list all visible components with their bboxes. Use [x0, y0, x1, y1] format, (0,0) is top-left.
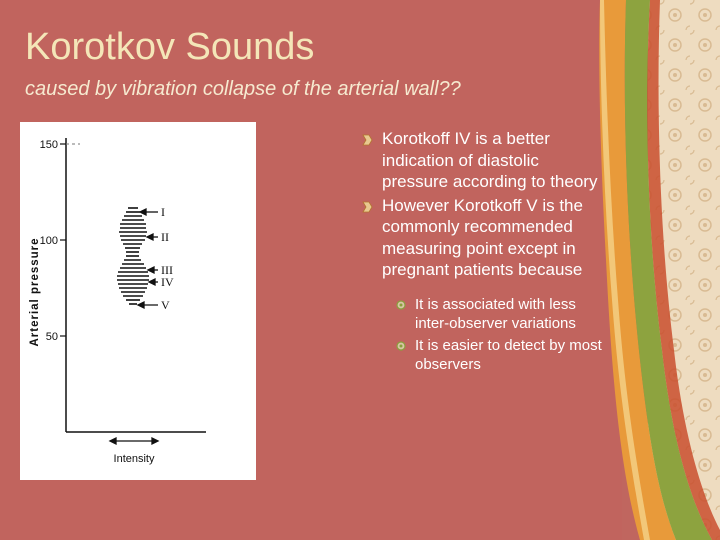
- x-axis-label: Intensity: [113, 453, 155, 465]
- y-tick-label-50: 50: [45, 331, 58, 343]
- slide-subtitle: caused by vibration collapse of the arterial wall??: [25, 78, 461, 100]
- bullet-dot-icon: [396, 341, 406, 351]
- y-tick-label-150: 150: [39, 139, 58, 151]
- korotkov-sound-envelope: [117, 208, 149, 304]
- sub-bullet-item: [391, 336, 608, 375]
- bullet-ornament-icon: [361, 201, 373, 213]
- bullet-list: [358, 128, 608, 377]
- korotkov-diagram: [20, 122, 256, 480]
- intensity-arrow: [110, 438, 158, 444]
- phase-label-5: V: [161, 298, 170, 312]
- phase-label-1: I: [161, 205, 165, 219]
- slide-title: Korotkov Sounds: [25, 26, 315, 68]
- bullet-dot-icon: [396, 300, 406, 310]
- diagram-canvas: [20, 122, 256, 480]
- y-tick-label-100: 100: [39, 235, 58, 247]
- phase-label-2: II: [161, 230, 169, 244]
- bullet-ornament-icon: [361, 134, 373, 146]
- sub-bullet-list: [382, 295, 608, 375]
- sub-bullet-text: It is easier to detect by most observers: [415, 336, 602, 373]
- sub-bullet-item: [391, 295, 608, 334]
- sub-bullet-text: It is associated with less inter-observer variations: [415, 295, 576, 332]
- bullet-text: Korotkoff IV is a better indication of diastolic pressure according to theory: [382, 129, 598, 191]
- phase-label-4: IV: [161, 275, 174, 289]
- bullet-item: [358, 195, 608, 375]
- bullet-text: However Korotkoff V is the commonly recommended measuring point except in pregnant patients because: [382, 195, 583, 279]
- y-axis-label: Arterial pressure: [29, 237, 41, 347]
- phase-label-3: III: [161, 263, 173, 277]
- bullet-item: [358, 128, 608, 193]
